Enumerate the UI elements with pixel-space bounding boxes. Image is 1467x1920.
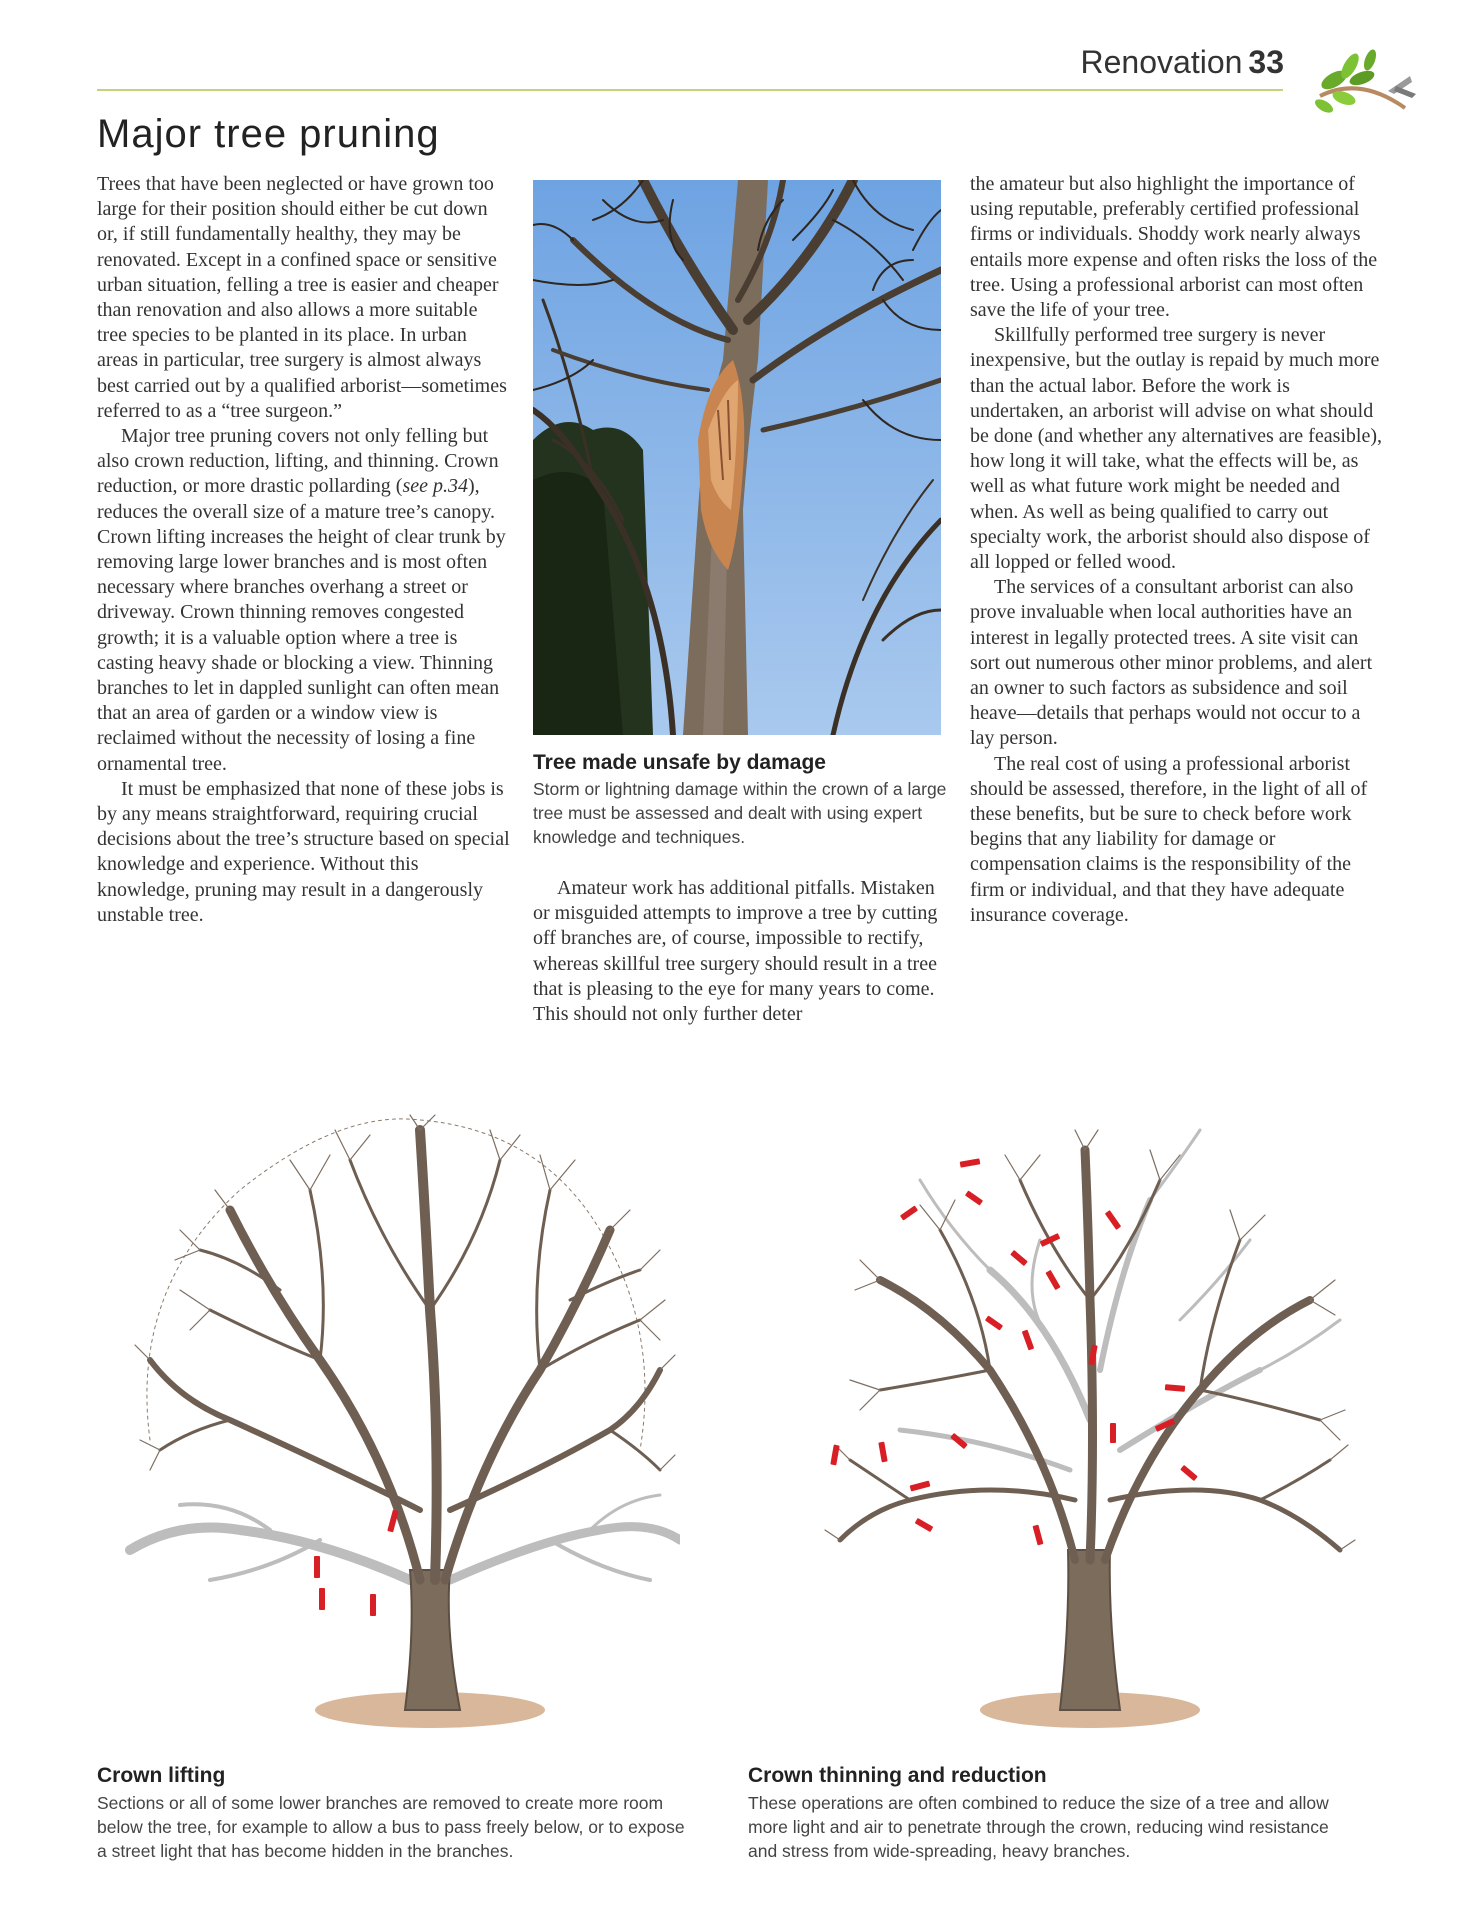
photo-caption-text: Storm or lightning damage within the crown of a large tree must be assessed and dealt with using expert knowledge and techniques. (533, 779, 947, 847)
header-rule (97, 89, 1283, 91)
body-column-2 (533, 876, 948, 1027)
photo-caption-title: Tree made unsafe by damage (533, 751, 826, 774)
paragraph: The real cost of using a professional arborist should be assessed, therefore, in the light of all of these benefits, but be sure to check before work begins that any liability for damage or compensation claims is the responsibility of the firm or individual, and that they have adequate insurance coverage. (970, 752, 1368, 926)
crown-thinning-illustration (820, 1120, 1360, 1740)
paragraph (97, 424, 512, 777)
crown-lifting-illustration (120, 1110, 680, 1740)
text-run: Major tree pruning covers not only felling but also crown reduction, lifting, and thinning. Crown reduction, or more drastic pollarding ( (97, 425, 499, 498)
paragraph: the amateur but also highlight the importance of using reputable, preferably certified professional firms or individuals. Shoddy work nearly always entails more expense and often risks the loss of the tree. Using a professional arborist can most often save the life of your tree. (970, 173, 1378, 322)
crown-lifting-title: Crown lifting (97, 1764, 226, 1787)
damaged-tree-photo (533, 180, 941, 735)
text-run: ), reduces the overall size of a mature tree’s canopy. Crown lifting increases the height of clear trunk by removing large lower branches and is most often necessary where branches overhang a street or driveway. Crown thinning removes congested growth; it is a valuable option where a tree is casting heavy shade or blocking a view. Thinning branches to let in dappled sunlight can often mean that an area of garden or a window view is reclaimed without the necessity of losing a fine ornamental tree. (97, 475, 506, 775)
paragraph: The services of a consultant arborist can also prove invaluable when local authorities have an interest in legally protected trees. A site visit can sort out numerous other minor problems, and alert an owner to such factors as subsidence and soil heave—details that perhaps would not occur to a lay person. (970, 576, 1373, 750)
leaf-branch-icon (1300, 36, 1420, 120)
body-column-3 (970, 172, 1385, 928)
crown-thinning-title: Crown thinning and reduction (748, 1764, 1047, 1787)
paragraph: Skillfully performed tree surgery is never inexpensive, but the outlay is repaid by much more than the actual labor. Before the work is undertaken, an arborist will advise on what should be done (and whether any alternatives are feasible), how long it will take, what the effects will be, as well as what future work might be needed and when. As well as being qualified to carry out specialty work, the arborist should also dispose of all lopped or felled wood. (970, 324, 1383, 574)
paragraph: It must be emphasized that none of these jobs is by any means straightforward, requiring crucial decisions about the tree’s structure based on special knowledge and experience. Without this knowledge, pruning may result in a dangerously unstable tree. (97, 777, 510, 926)
crown-lifting-text: Sections or all of some lower branches are removed to create more room below the tree, for example to allow a bus to pass freely below, or to expose a street light that has become hidden in the branches. (97, 1793, 685, 1861)
body-column-1 (97, 172, 512, 928)
crown-thinning-text: These operations are often combined to reduce the size of a tree and allow more light and air to penetrate through the crown, reducing wind resistance and stress from wide-spreading, heavy branches. (748, 1793, 1329, 1861)
page-title: Major tree pruning (97, 112, 440, 156)
page-number: 33 (1248, 44, 1284, 80)
running-head (1081, 44, 1284, 81)
cross-reference: see p.34 (402, 475, 469, 498)
section-name: Renovation (1080, 44, 1243, 80)
paragraph: Amateur work has additional pitfalls. Mistaken or misguided attempts to improve a tree by cutting off branches are, of course, impossible to rectify, whereas skillful tree surgery should result in a tree that is pleasing to the eye for many years to come. This should not only further deter (533, 877, 938, 1026)
paragraph: Trees that have been neglected or have grown too large for their position should either be cut down or, if still fundamentally healthy, they may be renovated. Except in a confined space or sensitive urban situation, felling a tree is easier and cheaper than renovation and also allows a more suitable tree species to be planted in its place. In urban areas in particular, tree surgery is almost always best carried out by a qualified arborist—sometimes referred to as a “tree surgeon.” (97, 173, 507, 422)
